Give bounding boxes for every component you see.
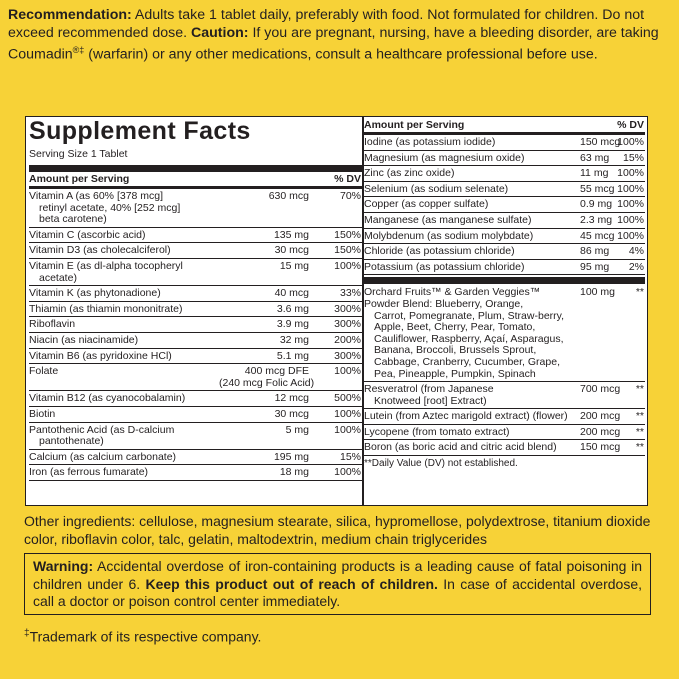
- nutrient-name: [29, 467, 219, 479]
- facts-right-column: [364, 117, 645, 505]
- amount-value: 11 mg: [580, 167, 609, 180]
- nutrient-row: [364, 135, 645, 151]
- caution-body-1: If you are pregnant, nursing, have a bleeding disorder, are taking Coumadin: [8, 24, 659, 63]
- trademark-text: Trademark of its respective company.: [29, 628, 262, 645]
- nutrient-name: [364, 199, 576, 211]
- nutrient-amount: [219, 452, 309, 464]
- nutrient-name: [364, 246, 576, 258]
- nutrient-dv: 100%: [617, 213, 644, 226]
- nutrient-row: [364, 260, 645, 276]
- nutrient-name-line: Molybdenum (as sodium molybdate): [364, 229, 534, 242]
- nutrient-name-line: Biotin: [29, 407, 56, 420]
- warning-label: Warning:: [33, 558, 94, 574]
- amount-value: 5.1 mg: [276, 349, 309, 362]
- amount-value: 5 mg: [285, 423, 309, 436]
- amount-value: 630 mcg: [268, 190, 309, 202]
- nutrient-name-line: Thiamin (as thiamin mononitrate): [29, 302, 183, 315]
- amount-value: 2.3 mg: [580, 213, 613, 226]
- nutrient-row: [364, 151, 645, 167]
- blend-detail: Carrot, Pomegranate, Plum, Straw-berry, Apple, Beet, Cherry, Pear, Tomato, Cauliflower, Raspberry, Açaí, Asparagus, Banana, Broccoli, Brussels Sprout, Cabbage, Cranberry, Cucumber, Grape, Pea, Pineapple, Pumpkin, Spinach: [374, 309, 565, 380]
- nutrient-name: [364, 153, 576, 165]
- nutrient-amount: [576, 168, 610, 180]
- nutrient-dv: 100%: [334, 259, 361, 272]
- nutrient-dv: 100%: [334, 466, 361, 479]
- nutrient-amount: [576, 213, 613, 227]
- nutrient-name-line: Niacin (as niacinamide): [29, 333, 139, 346]
- nutrient-amount: [576, 136, 621, 149]
- amount-value: 55 mcg: [580, 182, 615, 195]
- thick-rule-right: [364, 277, 645, 284]
- nutrient-row: [29, 450, 362, 466]
- left-header: [29, 172, 362, 189]
- nutrient-name: [364, 262, 576, 274]
- nutrient-row: [364, 229, 645, 245]
- header-dv: % DV: [334, 173, 361, 185]
- blend-amount: 100 mg: [580, 286, 616, 299]
- nutrient-dv: **: [635, 410, 644, 423]
- nutrient-amount: [219, 245, 309, 257]
- caution-body-2: (warfarin) or any other medications, consult a healthcare professional before use.: [84, 46, 598, 63]
- nutrient-amount: [576, 198, 613, 211]
- nutrient-dv: 300%: [334, 318, 361, 331]
- recommendation-body: Adults take 1 tablet daily, preferably with food. Not formulated for children. Do not exceed recommended dose.: [8, 7, 645, 41]
- recommendation-text: [8, 7, 672, 65]
- caution-mark: ®‡: [72, 45, 85, 56]
- nutrient-name-line: Copper (as copper sulfate): [364, 198, 489, 211]
- nutrient-row: [29, 243, 362, 259]
- nutrient-amount: [576, 410, 621, 423]
- nutrient-amount: [219, 230, 309, 242]
- blend-row: [364, 284, 645, 382]
- nutrient-name-line: Vitamin K (as phytonadione): [29, 287, 161, 300]
- nutrient-name-line: Iron (as ferrous fumarate): [29, 466, 149, 479]
- nutrient-row: [29, 286, 362, 302]
- nutrient-name: [29, 409, 219, 421]
- nutrient-name-line: Magnesium (as magnesium oxide): [364, 151, 525, 164]
- nutrient-dv: 15%: [622, 151, 644, 164]
- nutrient-dv: 100%: [617, 167, 644, 180]
- amount-value: 150 mcg: [580, 441, 621, 454]
- nutrient-row: [364, 166, 645, 182]
- nutrient-name: [29, 230, 219, 242]
- amount-note: (240 mcg Folic Acid): [219, 376, 315, 389]
- nutrient-name-line: Vitamin B6 (as pyridoxine HCl): [29, 349, 172, 362]
- nutrient-amount: [219, 319, 309, 331]
- amount-value: 63 mg: [580, 151, 610, 164]
- nutrient-dv: 300%: [334, 302, 361, 315]
- header-amount-right: Amount per Serving: [364, 118, 465, 131]
- amount-value: 15 mg: [279, 259, 309, 272]
- nutrient-row: [364, 213, 645, 229]
- nutrient-name-line: Riboflavin: [29, 318, 76, 331]
- nutrient-amount: [576, 182, 615, 196]
- header-amount: Amount per Serving: [29, 173, 130, 185]
- nutrient-row: [364, 182, 645, 198]
- nutrient-row: [29, 259, 362, 286]
- nutrient-name: [364, 442, 576, 454]
- nutrient-dv: **: [635, 383, 644, 396]
- nutrient-dv: 70%: [339, 190, 361, 202]
- nutrient-dv: 200%: [334, 333, 361, 346]
- nutrient-row: [29, 317, 362, 333]
- nutrient-name-line: Potassium (as potassium chloride): [364, 260, 525, 273]
- caution-label: Caution:: [190, 24, 249, 41]
- nutrient-name-line: Knotweed [root] Extract): [374, 394, 487, 407]
- amount-value: 135 mg: [273, 228, 309, 241]
- nutrient-row: [29, 228, 362, 244]
- nutrient-row: [29, 349, 362, 365]
- nutrient-name-line: Vitamin E (as dl-alpha tocopheryl: [29, 259, 183, 272]
- nutrient-row: [29, 391, 362, 407]
- nutrient-dv: 100%: [617, 136, 644, 148]
- nutrient-name: [364, 215, 576, 227]
- nutrient-row: [364, 409, 645, 425]
- nutrient-row: [29, 423, 362, 450]
- amount-value: 95 mg: [580, 260, 610, 273]
- nutrient-amount: [576, 425, 621, 439]
- nutrient-name-line: Resveratrol (from Japanese: [364, 383, 494, 396]
- nutrient-dv: 500%: [334, 392, 361, 405]
- amount-value: 3.9 mg: [276, 318, 309, 331]
- amount-value: 18 mg: [279, 466, 309, 479]
- nutrient-row: [29, 302, 362, 318]
- nutrient-name: [29, 452, 219, 464]
- nutrient-amount: [219, 288, 309, 300]
- nutrient-name: [29, 393, 219, 405]
- warning-bold: Keep this product out of reach of children.: [145, 575, 438, 592]
- facts-left-column: [29, 117, 362, 505]
- nutrient-dv: **: [635, 425, 644, 438]
- facts-footnote: **Daily Value (DV) not established.: [364, 458, 518, 470]
- trademark-mark: ‡: [24, 628, 30, 639]
- nutrient-name-line: Vitamin B12 (as cyanocobalamin): [29, 392, 186, 405]
- blend-name: [364, 287, 576, 380]
- nutrient-name: [29, 425, 219, 448]
- amount-value: 3.6 mg: [276, 302, 309, 315]
- nutrient-name-line: acetate): [39, 271, 77, 284]
- nutrient-name: [364, 427, 576, 439]
- nutrient-amount: [219, 351, 309, 363]
- nutrient-name: [29, 366, 219, 389]
- nutrient-name-line: Zinc (as zinc oxide): [364, 167, 455, 180]
- nutrient-row: [29, 465, 362, 481]
- amount-value: 12 mcg: [274, 392, 309, 405]
- nutrient-amount: [219, 365, 315, 389]
- amount-value: 40 mcg: [274, 287, 309, 300]
- warning-box: [24, 553, 651, 615]
- nutrient-amount: [219, 425, 309, 448]
- recommendation-label: Recommendation:: [8, 7, 132, 23]
- nutrient-name-line: retinyl acetate, 40% [252 mcg]: [39, 201, 181, 214]
- nutrient-name-line: Vitamin A (as 60% [378 mcg]: [29, 190, 164, 202]
- supplement-facts-panel: [25, 116, 648, 506]
- nutrient-amount: [219, 409, 309, 421]
- nutrient-amount: [219, 393, 309, 405]
- nutrient-name-line: Selenium (as sodium selenate): [364, 182, 509, 195]
- amount-value: 150 mcg: [580, 136, 621, 148]
- nutrient-dv: 150%: [334, 244, 361, 257]
- nutrient-name-line: Manganese (as manganese sulfate): [364, 213, 532, 226]
- nutrient-name: [29, 261, 219, 284]
- nutrient-name-line: pantothenate): [39, 435, 104, 448]
- nutrient-dv: 100%: [617, 182, 644, 195]
- facts-title: Supplement Facts: [29, 117, 251, 145]
- right-header: [364, 117, 645, 135]
- nutrient-row: [364, 440, 645, 456]
- nutrient-name-line: Calcium (as calcium carbonate): [29, 450, 177, 463]
- nutrient-amount: [576, 441, 621, 454]
- nutrient-name: [364, 231, 576, 243]
- blend-title: Orchard Fruits™ & Garden Veggies™ Powder Blend: Blueberry, Orange,: [364, 286, 541, 310]
- nutrient-row: [364, 244, 645, 260]
- nutrient-dv: **: [635, 441, 644, 454]
- amount-value: 32 mg: [279, 333, 309, 346]
- nutrient-name: [29, 335, 219, 347]
- nutrient-row: [29, 407, 362, 423]
- nutrient-name: [29, 304, 219, 316]
- nutrient-dv: 15%: [339, 450, 361, 463]
- nutrient-row: [364, 382, 645, 409]
- blend-dv: **: [635, 286, 644, 299]
- trademark-note: [24, 628, 261, 645]
- nutrient-name-line: Vitamin C (ascorbic acid): [29, 228, 146, 241]
- nutrient-name: [364, 137, 576, 149]
- nutrient-amount: [576, 153, 610, 165]
- amount-value: 200 mcg: [580, 425, 621, 438]
- nutrient-dv: 100%: [334, 423, 361, 436]
- nutrient-name: [29, 288, 219, 300]
- nutrient-name-line: Chloride (as potassium chloride): [364, 245, 515, 258]
- nutrient-amount: [576, 262, 610, 274]
- amount-value: 200 mcg: [580, 410, 621, 423]
- amount-value: 45 mcg: [580, 229, 615, 242]
- nutrient-dv: 100%: [617, 198, 644, 211]
- amount-value: 0.9 mg: [580, 198, 613, 211]
- nutrient-amount: [576, 229, 615, 243]
- nutrient-dv: 2%: [628, 260, 644, 273]
- nutrient-amount: [219, 261, 309, 284]
- nutrient-name: [29, 191, 219, 226]
- nutrient-dv: 100%: [334, 365, 361, 378]
- nutrient-row: [29, 333, 362, 349]
- amount-value: 700 mcg: [580, 383, 621, 396]
- nutrient-dv: 300%: [334, 349, 361, 362]
- nutrient-name-line: Iodine (as potassium iodide): [364, 136, 496, 148]
- nutrient-amount: [219, 335, 309, 347]
- nutrient-dv: 100%: [617, 229, 644, 242]
- nutrient-name: [29, 245, 219, 257]
- nutrient-name: [364, 411, 576, 423]
- other-ingredients: Other ingredients: cellulose, magnesium stearate, silica, hypromellose, polydextrose, titanium dioxide color, riboflavin color, talc, gelatin, maltodextrin, medium chain triglycerides: [24, 513, 651, 547]
- serving-size: Serving Size 1 Tablet: [29, 148, 128, 160]
- nutrient-name: [29, 351, 219, 363]
- nutrient-name: [364, 168, 576, 180]
- nutrient-row: [29, 364, 362, 391]
- nutrient-name-line: Lycopene (from tomato extract): [364, 425, 510, 438]
- nutrient-amount: [219, 467, 309, 479]
- warning-text-1: Accidental overdose of iron-containing products is a leading cause of fatal poisoning in children under 6.: [33, 558, 642, 592]
- warning-text-3: In case of accidental overdose, call a doctor or poison control center immediately.: [33, 575, 642, 609]
- thick-rule: [29, 165, 362, 172]
- nutrient-row: [364, 425, 645, 441]
- nutrient-name-line: Lutein (from Aztec marigold extract) (flower): [364, 410, 568, 423]
- header-dv-right: % DV: [617, 118, 644, 131]
- nutrient-dv: 100%: [334, 407, 361, 420]
- nutrient-row: [29, 189, 362, 228]
- nutrient-name: [364, 384, 576, 407]
- nutrient-amount: [576, 383, 621, 407]
- nutrient-amount: [576, 246, 610, 258]
- nutrient-name: [364, 184, 576, 196]
- amount-value: 86 mg: [580, 245, 610, 258]
- nutrient-name-line: Folate: [29, 365, 59, 378]
- amount-value: 30 mcg: [274, 407, 309, 420]
- amount-value: 30 mcg: [274, 244, 309, 257]
- nutrient-dv: 150%: [334, 228, 361, 241]
- nutrient-name-line: Pantothenic Acid (as D-calcium: [29, 423, 175, 436]
- nutrient-name: [29, 319, 219, 331]
- nutrient-dv: 33%: [339, 287, 361, 300]
- nutrient-name-line: beta carotene): [39, 213, 107, 226]
- nutrient-amount: [219, 304, 309, 316]
- nutrient-name-line: Vitamin D3 (as cholecalciferol): [29, 244, 171, 257]
- nutrient-row: [364, 197, 645, 213]
- amount-value: 400 mcg DFE: [244, 365, 309, 378]
- nutrient-dv: 4%: [628, 245, 644, 258]
- nutrient-name-line: Boron (as boric acid and citric acid blend): [364, 441, 557, 454]
- amount-value: 195 mg: [273, 450, 309, 463]
- nutrient-amount: [219, 191, 309, 226]
